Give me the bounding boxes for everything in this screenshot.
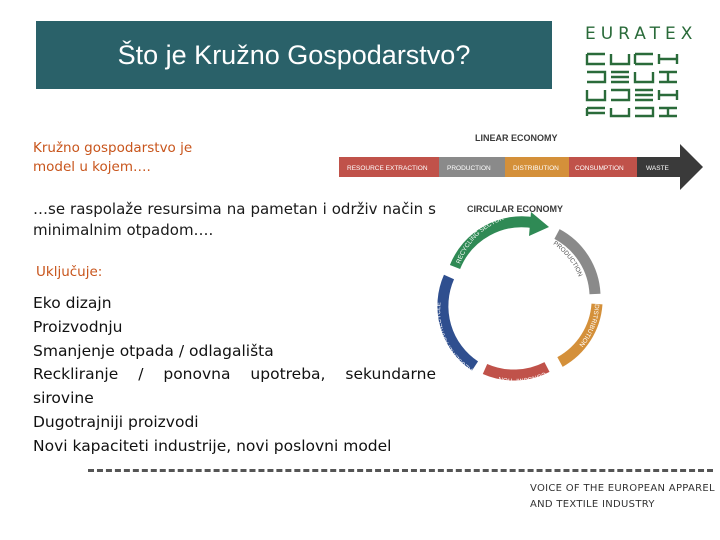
logo-wordmark: EURATEX [585,24,698,44]
step-label: CONSUMPTION [575,165,624,172]
list-item: Novi kapaciteti industrije, novi poslovni model [33,436,392,455]
segment-label: RECYCLING SECTOR [455,214,505,265]
logo-pattern-icon [585,50,681,118]
linear-economy-title: LINEAR ECONOMY [475,133,558,143]
circular-economy-title: CIRCULAR ECONOMY [467,204,563,214]
list-item: Proizvodnju [33,317,123,336]
footer-tagline [530,481,715,513]
recycling-arrowhead [529,212,549,236]
step-label: PRODUCTION [447,165,491,172]
footer-line: AND TEXTILE INDUSTRY [530,499,655,510]
segment-label: CONSUMPTION [497,370,548,384]
economy-diagram [335,124,710,394]
circular-labels [435,215,600,384]
list-item: Smanjenje otpada / odlagališta [33,341,274,360]
definition-text: …se raspolaže resursima na pametan i održiv način s minimalnim otpadom…. [33,200,436,239]
linear-flow [339,144,703,190]
footer-line: VOICE OF THE EUROPEAN APPAREL [530,483,715,494]
footer-divider [88,469,713,472]
segment-reuse [443,277,475,366]
step-label: DISTRIBUTION [513,165,559,172]
page-title: Što je Kružno Gospodarstvo? [117,39,471,70]
includes-label: Uključuje: [36,264,103,280]
list-item: Eko dizajn [33,294,112,312]
step-label: WASTE [646,165,669,172]
segment-label: PRODUCTION [551,239,584,278]
step-label: RESOURCE EXTRACTION [347,165,428,172]
intro-text: Kružno gospodarstvo je model u kojem…. [33,140,193,175]
segment-label: DISTRIBUTION [577,303,601,348]
list-item: Reckliranje / ponovna upotreba, sekundarne sirovine [33,365,436,408]
list-item: Dugotrajniji proizvodi [33,412,199,431]
euratex-logo [585,24,698,118]
circular-flow [443,212,597,375]
title-banner [36,21,552,89]
segment-label: REUSE/REPAIR/RECYCLE [435,301,475,374]
